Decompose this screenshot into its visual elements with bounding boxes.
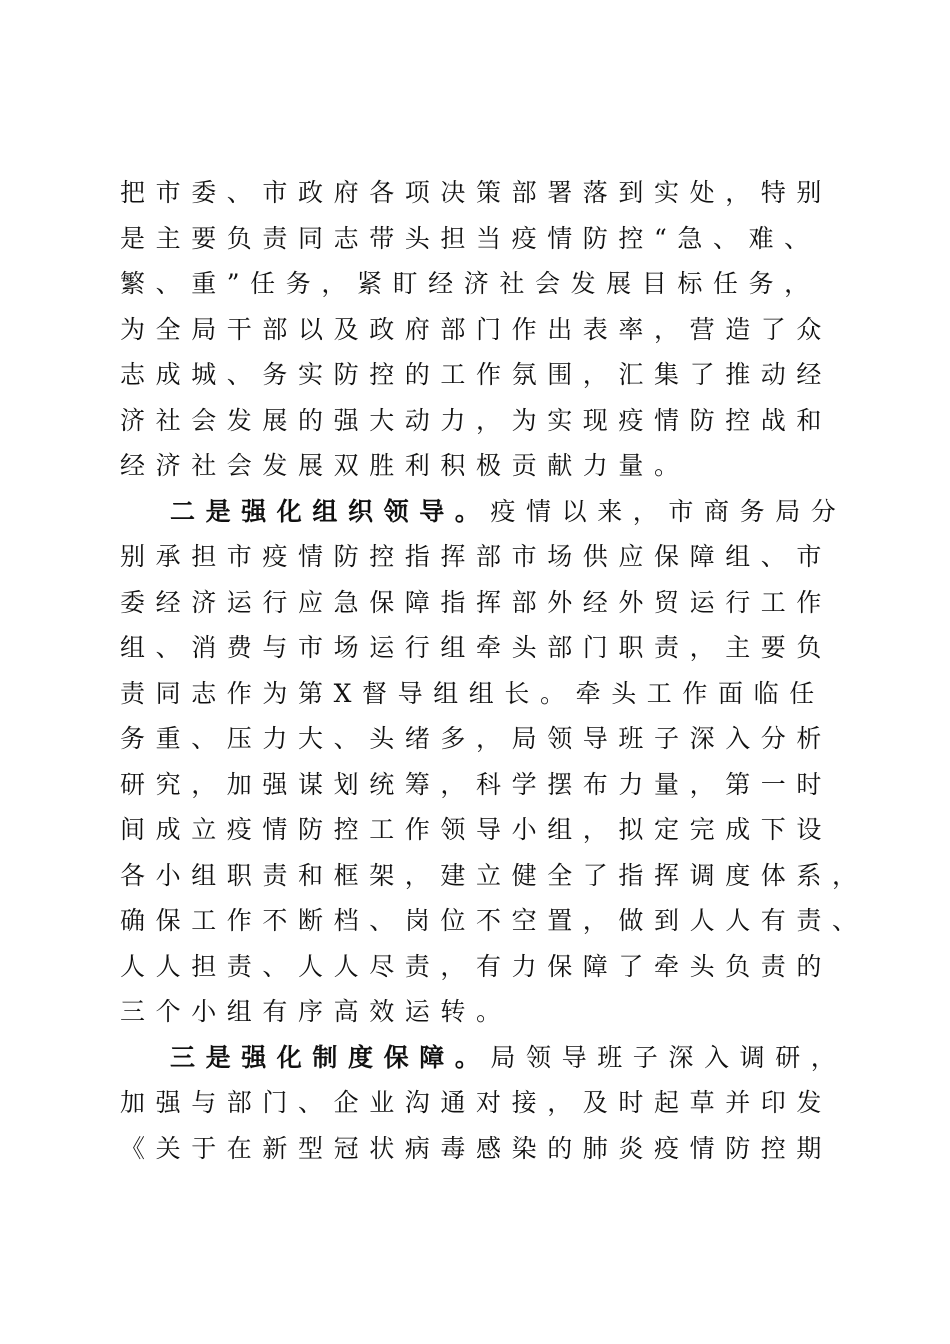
paragraph-line: 志成城、务实防控的工作氛围，汇集了推动经	[120, 360, 833, 389]
paragraph-line: 加强与部门、企业沟通对接，及时起草并印发	[120, 1088, 833, 1117]
paragraph-line: 组、消费与市场运行组牵头部门职责，主要负	[120, 633, 833, 662]
paragraph-first-line	[120, 489, 847, 535]
paragraph-line: 研究，加强谋划统筹，科学摆布力量，第一时	[120, 769, 833, 799]
paragraph-line: 确保工作不断档、岗位不空置，做到人人有责、	[120, 906, 868, 935]
document-body	[120, 170, 868, 1171]
paragraph-text: 疫情以来，市商务局分	[490, 496, 847, 526]
paragraph-line: 各小组职责和框架，建立健全了指挥调度体系，	[120, 860, 868, 890]
paragraph-line: 三个小组有序高效运转。	[120, 997, 512, 1026]
paragraph-line: 济社会发展的强大动力，为实现疫情防控战和	[120, 405, 833, 435]
paragraph-line: 经济社会发展双胜利积极贡献力量。	[120, 451, 690, 480]
paragraph-heading: 二是强化组织领导。	[170, 496, 491, 526]
paragraph-line: 是主要负责同志带头担当疫情防控“急、难、	[120, 223, 820, 253]
paragraph-line: 间成立疫情防控工作领导小组，拟定完成下设	[120, 815, 833, 844]
paragraph-text: 局领导班子深入调研，	[490, 1042, 847, 1072]
paragraph-line: 责同志作为第X督导组组长。牵头工作面临任	[120, 678, 825, 708]
paragraph-line: 委经济运行应急保障指挥部外经外贸运行工作	[120, 587, 833, 617]
paragraph-line: 《关于在新型冠状病毒感染的肺炎疫情防控期	[120, 1133, 833, 1163]
paragraph-first-line	[120, 1035, 847, 1081]
paragraph-heading: 三是强化制度保障。	[170, 1042, 491, 1072]
paragraph-line: 务重、压力大、头绪多，局领导班子深入分析	[120, 724, 833, 753]
paragraph-line: 把市委、市政府各项决策部署落到实处，特别	[120, 178, 833, 207]
paragraph-line: 为全局干部以及政府部门作出表率，营造了众	[120, 314, 833, 344]
paragraph-line: 别承担市疫情防控指挥部市场供应保障组、市	[120, 542, 833, 571]
paragraph-line: 人人担责、人人尽责，有力保障了牵头负责的	[120, 951, 833, 981]
paragraph-line: 繁、重”任务，紧盯经济社会发展目标任务，	[120, 269, 820, 298]
